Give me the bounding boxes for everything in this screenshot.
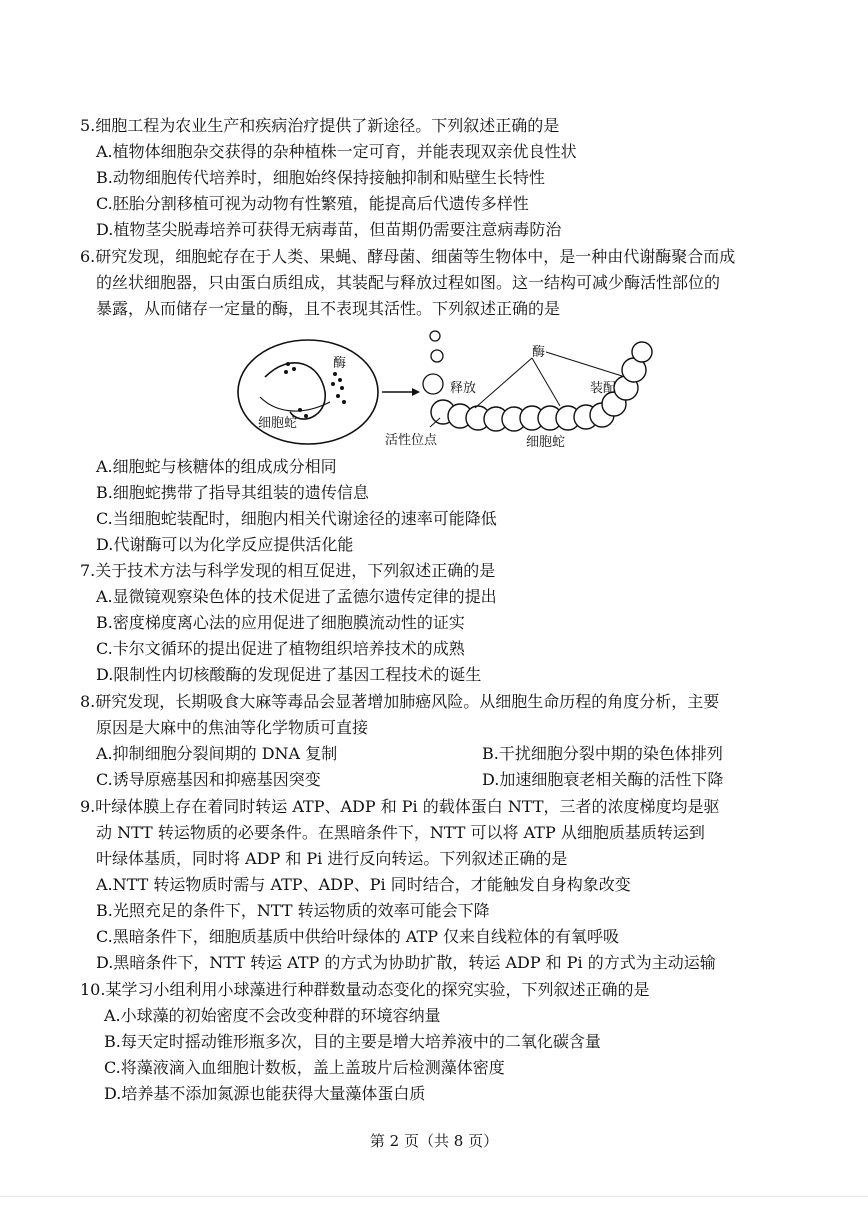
cell-inner-curve (260, 397, 330, 411)
q5-option-d: D.植物茎尖脱毒培养可获得无病毒苗，但苗期仍需要注意病毒防治 (96, 220, 562, 239)
q5-option-b: B.动物细胞传代培养时，细胞始终保持接触抑制和贴壁生长特性 (96, 168, 545, 187)
question-9-stem-line-1: 9.叶绿体膜上存在着同时转运 ATP、ADP 和 Pi 的载体蛋白 NTT，三者的浓度梯度均是驱 (80, 797, 720, 816)
question-5-stem: 5.细胞工程为农业生产和疾病治疗提供了新途径。下列叙述正确的是 (80, 116, 560, 135)
q9-option-d: D.黑暗条件下，NTT 转运 ATP 的方式为协助扩散，转运 ADP 和 Pi 的方式为主动运输 (96, 953, 716, 972)
q10-option-d: D.培养基不添加氮源也能获得大量藻体蛋白质 (104, 1084, 426, 1103)
cell-snake-figure (230, 322, 670, 452)
question-8-stem-line-1: 8.研究发现，长期吸食大麻等毒品会显著增加肺癌风险。从细胞生命历程的角度分析，主要 (80, 692, 720, 711)
q7-option-b: B.密度梯度离心法的应用促进了细胞膜流动性的证实 (96, 613, 465, 632)
label-line (546, 352, 622, 376)
arrow-head (412, 388, 420, 396)
q6-option-d: D.代谢酶可以为化学反应提供活化能 (96, 535, 354, 554)
q7-option-d: D.限制性内切核酸酶的发现促进了基因工程技术的诞生 (96, 665, 482, 684)
q9-option-b: B.光照充足的条件下，NTT 转运物质的效率可能会下降 (96, 901, 490, 920)
q10-option-c: C.将藻液滴入血细胞计数板，盖上盖玻片后检测藻体密度 (104, 1058, 505, 1077)
q7-option-c: C.卡尔文循环的提出促进了植物组织培养技术的成熟 (96, 639, 465, 658)
question-6-stem-line-1: 6.研究发现，细胞蛇存在于人类、果蝇、酵母菌、细菌等生物体中，是一种由代谢酶聚合而成 (80, 247, 736, 266)
page-number-footer: 第 2 页（共 8 页） (369, 1132, 499, 1150)
q7-option-a: A.显微镜观察染色体的技术促进了孟德尔遗传定律的提出 (96, 587, 497, 606)
q10-option-a: A.小球藻的初始密度不会改变种群的环境容纳量 (104, 1006, 441, 1025)
question-8-stem-line-2: 原因是大麻中的焦油等化学物质可直接 (96, 718, 369, 737)
q9-option-a: A.NTT 转运物质时需与 ATP、ADP、Pi 同时结合，才能触发自身构象改变 (96, 875, 631, 894)
question-6-stem-line-3: 暴露，从而储存一定量的酶，且不表现其活性。下列叙述正确的是 (96, 299, 561, 318)
q6-option-a: A.细胞蛇与核糖体的组成成分相同 (96, 457, 337, 476)
figure-label-cell-snake-left: 细胞蛇 (258, 416, 298, 431)
released-enzyme (431, 350, 443, 362)
q8-option-c: C.诱导原癌基因和抑癌基因突变 (96, 770, 321, 789)
label-line (475, 358, 532, 408)
page-bottom-divider (0, 1196, 868, 1197)
q5-option-c: C.胚胎分割移植可视为动物有性繁殖，能提高后代遗传多样性 (96, 194, 529, 213)
released-enzyme (430, 331, 440, 341)
label-line (532, 358, 560, 406)
figure-label-enzyme-left: 酶 (333, 356, 347, 371)
figure-label-cell-snake-right: 细胞蛇 (526, 435, 566, 450)
figure-label-release: 释放 (450, 381, 477, 396)
q6-option-c: C.当细胞蛇装配时，细胞内相关代谢途径的速率可能降低 (96, 509, 497, 528)
q10-option-b: B.每天定时摇动锥形瓶多次，目的主要是增大培养液中的二氧化碳含量 (104, 1032, 601, 1051)
question-9-stem-line-3: 叶绿体基质，同时将 ADP 和 Pi 进行反向转运。下列叙述正确的是 (96, 849, 568, 868)
q6-option-b: B.细胞蛇携带了指导其组装的遗传信息 (96, 483, 369, 502)
question-9-stem-line-2: 动 NTT 转运物质的必要条件。在黑暗条件下，NTT 可以将 ATP 从细胞质基质转运到 (96, 823, 705, 842)
q9-option-c: C.黑暗条件下，细胞质基质中供给叶绿体的 ATP 仅来自线粒体的有氧呼吸 (96, 927, 620, 946)
question-10-stem: 10.某学习小组利用小球藻进行种群数量动态变化的探究实验，下列叙述正确的是 (80, 980, 650, 999)
question-6-stem-line-2: 的丝状细胞器，只由蛋白质组成，其装配与释放过程如图。这一结构可减少酶活性部位的 (96, 273, 721, 292)
figure-label-enzyme-right: 酶 (532, 345, 546, 360)
figure-label-assembly: 装配 (590, 381, 617, 396)
q8-option-a: A.抑制细胞分裂间期的 DNA 复制 (96, 744, 338, 763)
q8-option-b: B.干扰细胞分裂中期的染色体排列 (482, 744, 723, 763)
released-enzyme (423, 374, 443, 394)
figure-label-active-site: 活性位点 (385, 433, 438, 448)
q5-option-a: A.植物体细胞杂交获得的杂种植株一定可育，并能表现双亲优良性状 (96, 142, 577, 161)
q8-option-d: D.加速细胞衰老相关酶的活性下降 (482, 770, 724, 789)
question-7-stem: 7.关于技术方法与科学发现的相互促进，下列叙述正确的是 (80, 561, 496, 580)
